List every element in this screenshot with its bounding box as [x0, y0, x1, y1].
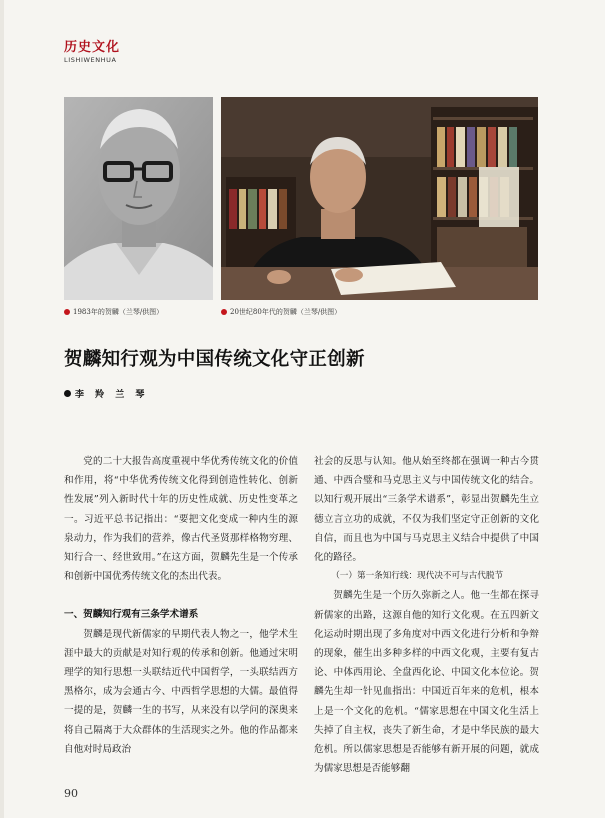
intro-paragraph: 党的二十大报告高度重视中华优秀传统文化的价值和作用，将“中华优秀传统文化得到创造性转化、创新性发展”列入新时代十年的历史性成就、历史性变革之一。习近平总书记指出：“要把文化变成一种内生的源泉动力，作为我们的营养，像古代圣贤那样格物穷理、知行合一、经世致用。”在这方面，贺麟先生是一个传承和创新中国优秀传统文化的杰出代表。	[64, 456, 298, 583]
column-title-pinyin: LISHIWENHUA	[64, 56, 117, 64]
continuation-paragraph: 社会的反思与认知。他从始至终都在强调一种古今贯通、中西合璧和马克思主义与中国传统文化的结合。以知行观开展出“三条学术谱系”，彰显出贺麟先生立德立言立功的成就，不仅为我们坚定守正创新的文化自信，而且也为中国与马克思主义结合中提供了中国化的路径。	[314, 456, 539, 564]
column-title: 历史文化	[64, 40, 121, 55]
body-column-left	[64, 452, 298, 759]
subsection-paragraph: 贺麟先生是一个历久弥新之人。他一生都在探寻新儒家的出路，这源自他的知行文化观。在五四新文化运动时期出现了多角度对中西文化进行分析和争辩的现象，催生出多种多样的中西文化观，主要有复古论、中体西用论、全盘西化论、中国文化本位论。贺麟先生却一针见血指出：中国近百年来的危机，根本上是一个文化的危机。“儒家思想在中国文化生活上失掉了自主权，丧失了新生命，才是中华民族的最大危机。所以儒家思想是否能够有新开展的问题，就成为儒家思想是否能够翻	[314, 590, 539, 775]
section-heading: 一、贺麟知行观有三条学术谱系	[64, 609, 199, 621]
byline-bullet-icon	[64, 390, 71, 397]
page-number: 90	[64, 787, 78, 800]
author-names: 李 羚 兰 琴	[75, 390, 149, 400]
caption-bullet-icon	[64, 309, 70, 315]
caption-text: 20世纪80年代的贺麟（兰琴/供图）	[230, 308, 342, 316]
caption-text: 1983年的贺麟（兰琴/供图）	[73, 308, 164, 316]
subsection-heading: （一）第一条知行线：现代决不可与古代脱节	[331, 571, 504, 582]
portrait-photo-1983	[64, 97, 213, 300]
desk-photo-1980s	[221, 97, 538, 300]
body-column-right	[314, 452, 539, 778]
caption-bullet-icon	[221, 309, 227, 315]
photo-caption-1	[64, 307, 163, 317]
photo-caption-2	[221, 307, 341, 317]
page-edge	[0, 0, 4, 818]
author-byline	[64, 387, 148, 400]
section-paragraph: 贺麟是现代新儒家的早期代表人物之一，他学术生涯中最大的贡献是对知行观的传承和创新。他通过宋明理学的知行思想一头联结近代中国哲学，一头联结西方黑格尔，成为会通古今、中西哲学思想的大儒。最值得一提的是，贺麟一生的书写，从来没有以学问的深奥来将自己隔离于大众群体的生活现实之外。他的作品都来自他对时局政治	[64, 628, 298, 755]
article-title: 贺麟知行观为中国传统文化守正创新	[64, 349, 365, 370]
column-header	[64, 40, 120, 64]
